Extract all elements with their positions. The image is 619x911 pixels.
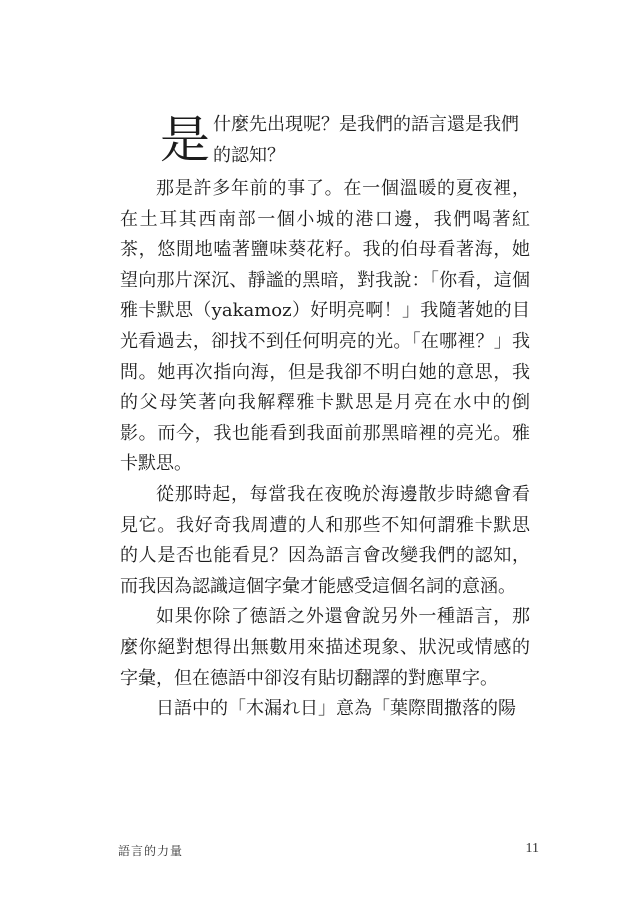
opening-line-1: 什麼先出現呢？是我們的語言還是我們: [213, 114, 519, 135]
drop-cap: 是: [160, 111, 210, 169]
page-number: 11: [525, 841, 539, 856]
paragraph-group: [120, 174, 530, 725]
opening-paragraph: [120, 109, 530, 173]
paragraph-japanese-example: 日語中的「木漏れ日」意為「葉際間撒落的陽: [156, 698, 516, 720]
opening-line-2: 的認知？: [213, 145, 285, 166]
article-body: [120, 109, 530, 725]
paragraph-yakamoz-story: 那是許多年前的事了。在一個溫暖的夏夜裡，在土耳其西南部一個小城的港口邊，我們喝著紅茶，悠閒地嗑著鹽味葵花籽。我的伯母看著海，她望向那片深沉、靜謐的黑暗，對我說：「你看，這個雅卡默思（yakamoz）好明亮啊！」我隨著她的目光看過去，卻找不到任何明亮的光。「在哪裡？」我問。她再次指向海，但是我卻不明白她的意思，我的父母笑著向我解釋雅卡默思是月亮在水中的倒影。而今，我也能看到我面前那黑暗裡的亮光。雅卡默思。: [120, 178, 530, 475]
paragraph-perception: 從那時起，每當我在夜晚於海邊散步時總會看見它。我好奇我周遭的人和那些不知何謂雅卡默思的人是否也能看見？因為語言會改變我們的認知，而我因為認識這個字彙才能感受這個名詞的意涵。: [120, 483, 530, 597]
paragraph-untranslatable-words: 如果你除了德語之外還會說另外一種語言，那麼你絕對想得出無數用來描述現象、狀況或情感的字彙，但在德語中卻沒有貼切翻譯的對應單字。: [120, 606, 530, 689]
running-footer-title: 語言的力量: [118, 844, 184, 858]
